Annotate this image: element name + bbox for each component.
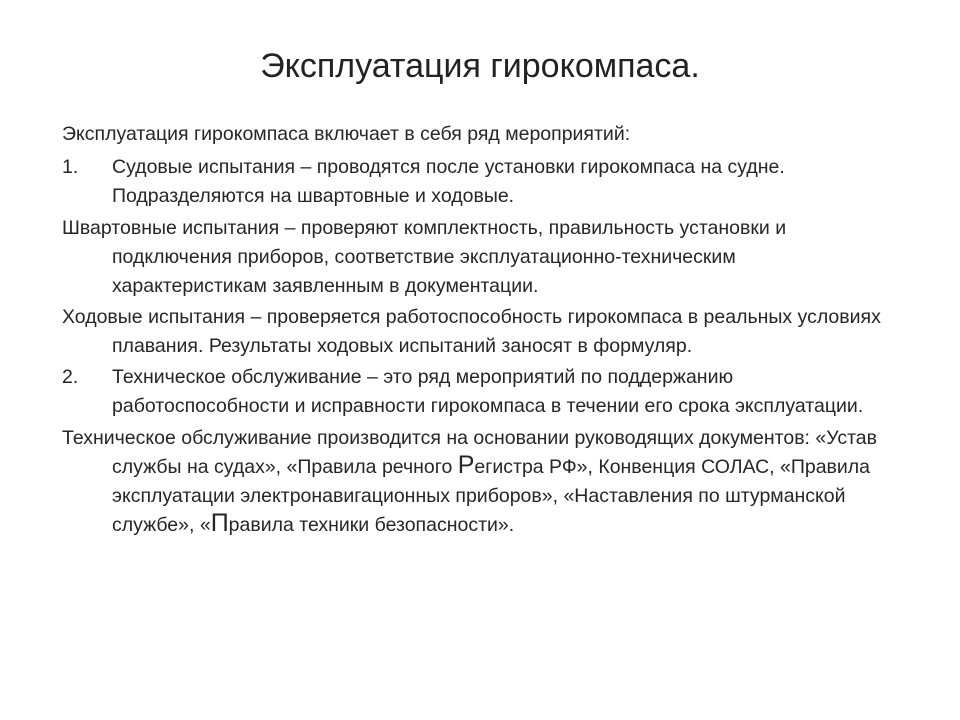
intro-paragraph: Эксплуатация гирокомпаса включает в себя ряд мероприятий: (62, 123, 631, 145)
slide-title: Эксплуатация гирокомпаса. (260, 47, 700, 85)
slide-content (62, 120, 892, 542)
maintenance-text-part3: равила техники безопасности». (228, 514, 515, 536)
item-text: Судовые испытания – проводятся после установки гирокомпаса на судне. Подразделяются на швартовные и ходовые. (112, 156, 785, 207)
maintenance-paragraph (62, 424, 892, 540)
item-text: Техническое обслуживание – это ряд мероприятий по поддержанию работоспособности и исправности гирокомпаса в течении его срока эксплуатации. (112, 366, 864, 417)
maintenance-text-part2: егистра РФ», Конвенция СОЛАС, «Правила эксплуатации электронавигационных приборов», «Наставления по штурманской службе», « (112, 456, 871, 536)
sea-trials-paragraph: Ходовые испытания – проверяется работоспособность гирокомпаса в реальных условиях плавания. Результаты ходовых испытаний заносят в формуляр. (62, 306, 881, 357)
maintenance-text-part1: Техническое обслуживание производится на основании руководящих документов: «Устав службы на судах», «Правила речного (62, 427, 877, 478)
mooring-tests-paragraph: Швартовные испытания – проверяют комплектность, правильность установки и подключения приборов, соответствие эксплуатационно-техническим характеристикам заявленным в документации. (62, 217, 787, 297)
maintenance-big-letter-r: Р (457, 451, 475, 479)
maintenance-big-letter-p: П (210, 509, 229, 537)
item-number: 2. (62, 366, 79, 388)
numbered-item-1 (62, 153, 892, 211)
item-number: 1. (62, 156, 79, 178)
numbered-item-2 (62, 363, 892, 421)
